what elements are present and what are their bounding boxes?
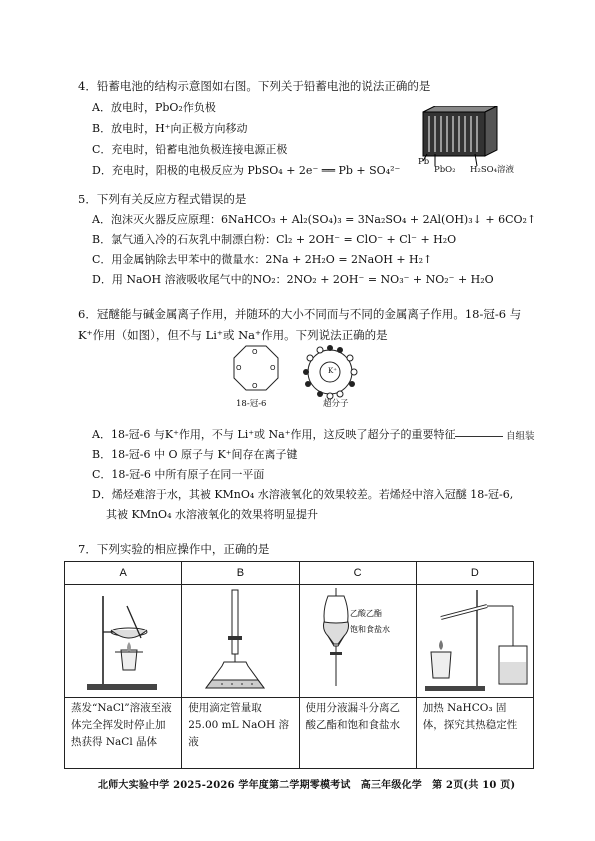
table-figure-row [65,585,534,698]
q4-option-a: A．放电时，PbO₂作负极 [92,101,216,114]
q4-stem: 4．铅蓄电池的结构示意图如右图。下列关于铅蓄电池的说法正确的是 [78,79,431,93]
q5-option-c: C．用金属钠除去甲苯中的微量水：2Na + 2H₂O = 2NaOH + H₂↑ [92,253,433,266]
q6-stem-line2: K⁺作用（如图），但不与 Li⁺或 Na⁺作用。下列说法正确的是 [78,328,388,342]
q4-option-c: C．充电时，铅蓄电池负极连接电源正极 [92,143,288,156]
desc-b: 使用滴定管量取 25.00 mL NaOH 溶液 [182,698,299,769]
label-ethyl-acetate: 乙酸乙酯 [349,609,382,618]
experiment-table [64,561,534,769]
q4-option-d: D．充电时，阳极的电极反应为 PbSO₄ + 2e⁻ ══ Pb + SO₄²⁻ [92,164,401,177]
q5-stem: 5．下列有关反应方程式错误的是 [78,192,247,206]
crown-o-3: O [252,382,258,390]
label-crown: 18-冠-6 [236,399,267,409]
col-header-c: C [299,562,416,585]
question-6 [78,306,538,344]
label-brine: 饱和食盐水 [349,625,390,634]
col-header-b: B [182,562,299,585]
table-header-row [65,562,534,585]
desc-c: 使用分液漏斗分离乙酸乙酯和饱和食盐水 [299,698,416,769]
q5-option-b: B．氯气通入冷的石灰乳中制漂白粉：Cl₂ + 2OH⁻ = ClO⁻ + Cl⁻ + H₂O [92,233,457,246]
desc-a: 蒸发“NaCl”溶液至液体完全挥发时停止加热获得 NaCl 晶体 [65,698,182,769]
side-note-line [455,436,503,437]
table-description-row [65,698,534,769]
label-h2so4: H₂SO₄溶液 [470,165,515,175]
crown-o-2: O [270,364,276,372]
q6-option-a: A．18-冠-6 与K⁺作用，不与 Li⁺或 Na⁺作用，这反映了超分子的重要特征 [92,428,456,441]
crown-ether-figure [210,342,390,424]
q6-option-d-cont: 其被 KMnO₄ 水溶液氧化的效果将明显提升 [106,508,318,521]
question-7 [78,541,269,558]
q6-option-c: C．18-冠-6 中所有原子在同一平面 [92,468,265,481]
crown-o-1: O [252,348,258,356]
q6-stem-line1: 6．冠醚能与碱金属离子作用，并随环的大小不同而与不同的金属离子作用。18-冠-6 与 [78,307,522,321]
crown-o-4: O [236,364,242,372]
question-5 [78,191,538,288]
label-pbo2: PbO₂ [434,165,456,175]
q7-stem: 7．下列实验的相应操作中，正确的是 [78,542,270,556]
q6-options [78,426,548,523]
q5-option-d: D．用 NaOH 溶液吸收尾气中的NO₂：2NO₂ + 2OH⁻ = NO₃⁻ + NO₂⁻ + H₂O [92,273,494,286]
col-header-a: A [65,562,182,585]
page-footer: 北师大实验中学 2025-2026 学年度第二学期零模考试 高三年级化学 第 2页(共 10 页) [98,780,516,791]
col-header-d: D [416,562,533,585]
side-note-self-assembly: 自组装 [506,431,535,442]
q6-option-b: B．18-冠-6 中 O 原子与 K⁺间存在离子键 [92,448,298,461]
q6-option-d: D．烯烃难溶于水，其被 KMnO₄ 水溶液氧化的效果较差。若烯烃中溶入冠醚 18-冠-6, [92,488,514,501]
label-k-ion: K⁺ [328,367,337,375]
figure-b-burette [182,585,299,698]
figure-a-evaporation [65,585,182,698]
figure-d-heating [416,585,533,698]
label-pb: Pb [418,157,430,167]
desc-d: 加热 NaHCO₃ 固体，探究其热稳定性 [416,698,533,769]
q5-option-a: A．泡沫灭火器反应原理：6NaHCO₃ + Al₂(SO₄)₃ = 3Na₂SO₄ + 2Al(OH)₃↓ + 6CO₂↑ [92,213,537,226]
q4-option-b: B．放电时，H⁺向正极方向移动 [92,122,248,135]
label-supramolecule: 超分子 [323,399,349,409]
figure-c-funnel [299,585,416,698]
